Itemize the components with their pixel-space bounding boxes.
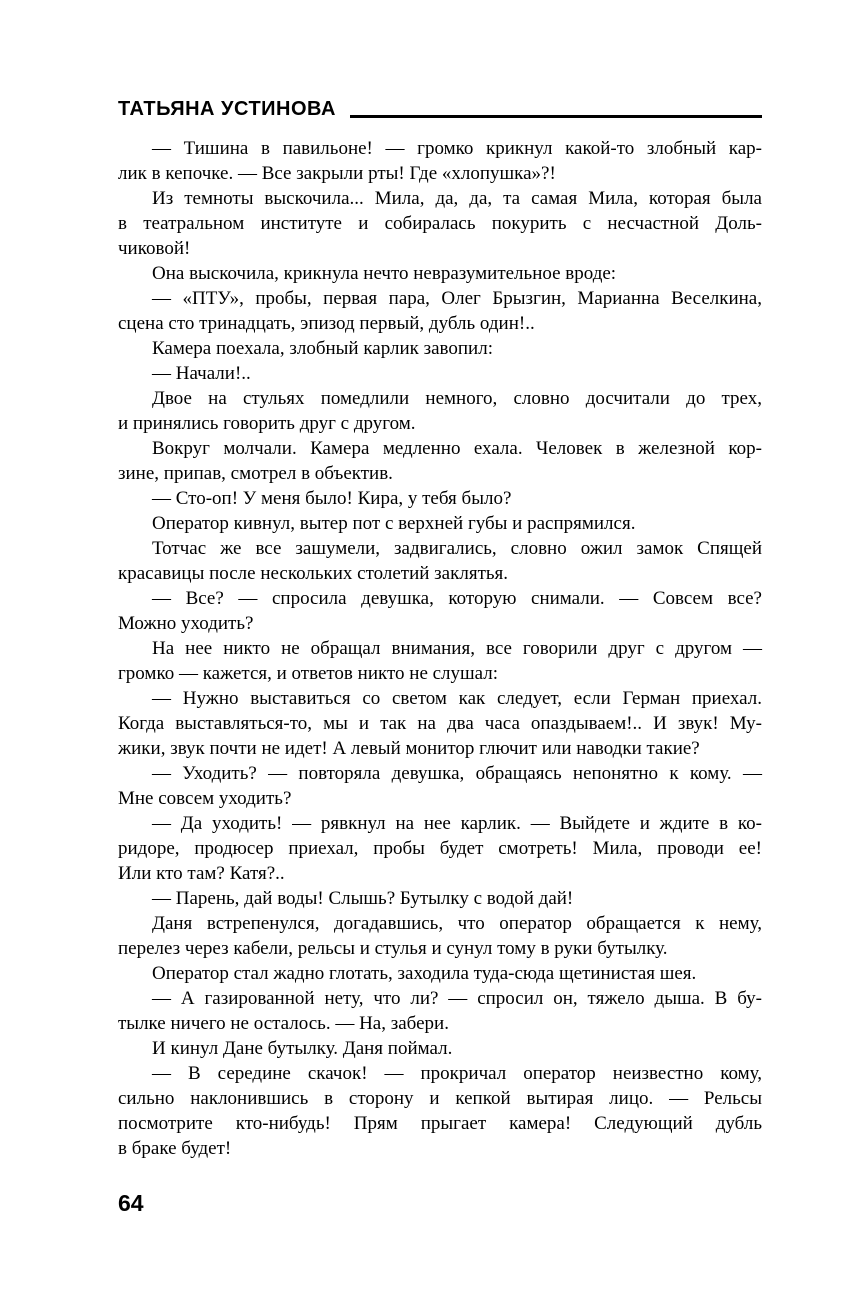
text-line: и принялись говорить друг с другом. (118, 413, 416, 434)
paragraph (118, 986, 762, 1036)
text-line: Двое на стульях помедлили немного, словно досчитали до трех, (152, 388, 762, 409)
paragraph (118, 186, 762, 261)
text-line: Даня встрепенулся, догадавшись, что оператор обращается к нему, (152, 913, 762, 934)
text-line: в браке будет! (118, 1138, 232, 1159)
paragraph (118, 536, 762, 586)
text-line: ридоре, продюсер приехал, пробы будет смотреть! Мила, проводи ее! (118, 838, 762, 859)
header-rule (350, 115, 762, 118)
text-line: Или кто там? Катя?.. (118, 863, 285, 884)
text-line: Мне совсем уходить? (118, 788, 292, 809)
text-line: посмотрите кто-нибудь! Прям прыгает камера! Следующий дубль (118, 1113, 762, 1134)
text-line: Тотчас же все зашумели, задвигались, словно ожил замок Спящей (152, 538, 762, 559)
text-line: зине, припав, смотрел в объектив. (118, 463, 393, 484)
paragraph (118, 961, 762, 986)
text-line: — Сто-оп! У меня было! Кира, у тебя было? (152, 488, 512, 509)
page-number: 64 (118, 1190, 144, 1216)
text-line: перелез через кабели, рельсы и стулья и сунул тому в руки бутылку. (118, 938, 668, 959)
paragraph (118, 811, 762, 886)
paragraph (118, 761, 762, 811)
text-line: Можно уходить? (118, 613, 254, 634)
text-line: — Уходить? — повторяла девушка, обращаясь непонятно к кому. — (152, 763, 762, 784)
text-line: Оператор стал жадно глотать, заходила туда-сюда щетинистая шея. (152, 963, 697, 984)
text-line: чиковой! (118, 238, 191, 259)
paragraph (118, 136, 762, 186)
page-header (118, 98, 762, 120)
paragraph (118, 261, 762, 286)
text-line: Камера поехала, злобный карлик завопил: (152, 338, 493, 359)
text-line: Вокруг молчали. Камера медленно ехала. Человек в железной кор- (152, 438, 762, 459)
text-line: — «ПТУ», пробы, первая пара, Олег Брызгин, Марианна Веселкина, (152, 288, 762, 309)
page-footer (118, 1190, 144, 1217)
paragraph (118, 511, 762, 536)
paragraph (118, 586, 762, 636)
text-line: И кинул Дане бутылку. Даня поймал. (152, 1038, 453, 1059)
text-line: — В середине скачок! — прокричал оператор неизвестно кому, (152, 1063, 762, 1084)
text-line: — Тишина в павильоне! — громко крикнул какой-то злобный кар- (152, 138, 762, 159)
paragraph (118, 1036, 762, 1061)
text-line: жики, звук почти не идет! А левый монитор глючит или наводки такие? (118, 738, 700, 759)
body-text (118, 136, 762, 1161)
paragraph (118, 1061, 762, 1161)
paragraph (118, 486, 762, 511)
text-line: Оператор кивнул, вытер пот с верхней губы и распрямился. (152, 513, 636, 534)
text-line: — А газированной нету, что ли? — спросил он, тяжело дыша. В бу- (152, 988, 762, 1009)
text-line: тылке ничего не осталось. — На, забери. (118, 1013, 449, 1034)
text-line: — Нужно выставиться со светом как следует, если Герман приехал. (152, 688, 762, 709)
text-line: сильно наклонившись в сторону и кепкой вытирая лицо. — Рельсы (118, 1088, 762, 1109)
paragraph (118, 286, 762, 336)
paragraph (118, 336, 762, 361)
text-line: — Все? — спросила девушка, которую снимали. — Совсем все? (152, 588, 762, 609)
paragraph (118, 386, 762, 436)
text-line: красавицы после нескольких столетий заклятья. (118, 563, 509, 584)
text-line: — Да уходить! — рявкнул на нее карлик. — Выйдете и ждите в ко- (152, 813, 762, 834)
text-line: Из темноты выскочила... Мила, да, да, та самая Мила, которая была (152, 188, 762, 209)
text-line: громко — кажется, и ответов никто не слушал: (118, 663, 499, 684)
paragraph (118, 361, 762, 386)
paragraph (118, 686, 762, 761)
paragraph (118, 436, 762, 486)
paragraph (118, 636, 762, 686)
paragraph (118, 911, 762, 961)
text-line: На нее никто не обращал внимания, все говорили друг с другом — (152, 638, 762, 659)
text-line: в театральном институте и собиралась покурить с несчастной Доль- (118, 213, 762, 234)
text-line: Она выскочила, крикнула нечто невразумительное вроде: (152, 263, 617, 284)
text-line: — Начали!.. (152, 363, 251, 384)
text-line: сцена сто тринадцать, эпизод первый, дубль один!.. (118, 313, 535, 334)
text-line: лик в кепочке. — Все закрыли рты! Где «хлопушка»?! (118, 163, 556, 184)
author-name: ТАТЬЯНА УСТИНОВА (118, 98, 336, 120)
text-line: Когда выставляться-то, мы и так на два часа опаздываем!.. И звук! Му- (118, 713, 762, 734)
text-line: — Парень, дай воды! Слышь? Бутылку с водой дай! (152, 888, 574, 909)
paragraph (118, 886, 762, 911)
